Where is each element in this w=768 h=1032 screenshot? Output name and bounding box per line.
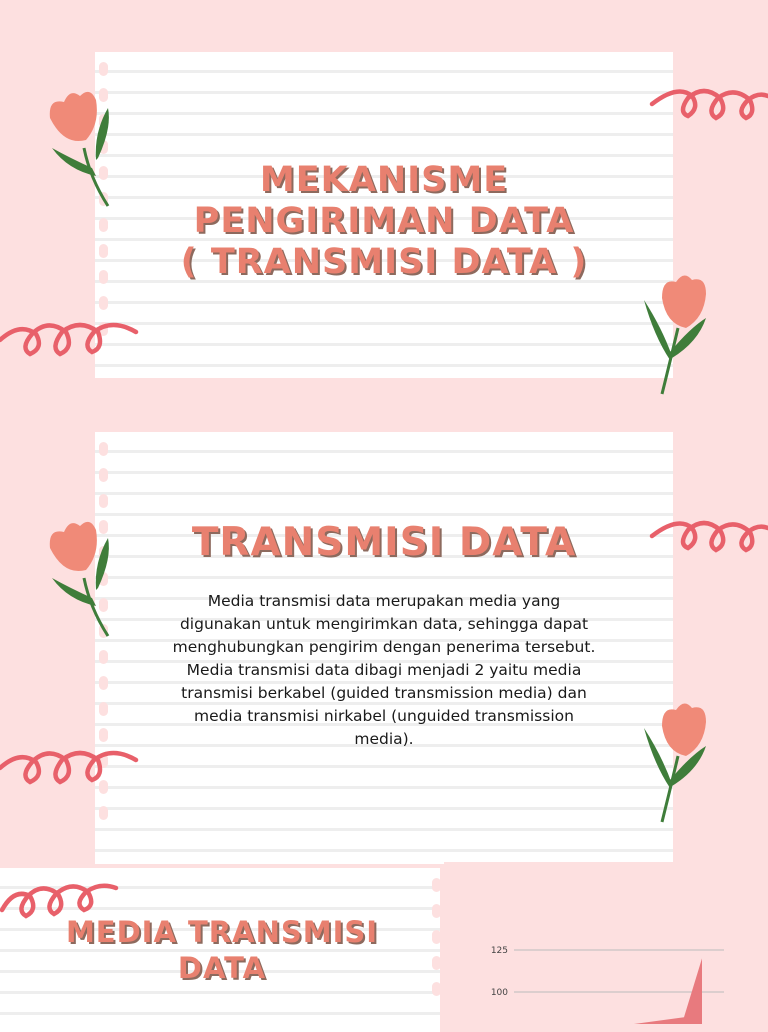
area-chart — [444, 860, 768, 1024]
tulip-icon — [640, 272, 720, 396]
title-line: DATA — [177, 951, 267, 985]
title-line: ( TRANSMISI DATA ) — [180, 242, 588, 282]
slide-3-title — [0, 914, 444, 986]
swirl-icon — [0, 310, 140, 370]
title-line: PENGIRIMAN DATA — [193, 201, 575, 241]
slide-2-title: TRANSMISI DATA — [191, 520, 577, 565]
slide-3 — [0, 860, 768, 1024]
slide-2 — [0, 428, 768, 860]
y-tick-label: 125 — [490, 946, 508, 956]
swirl-icon — [0, 738, 140, 798]
swirl-icon — [648, 82, 768, 138]
tulip-icon — [640, 700, 720, 824]
tulip-icon — [40, 88, 120, 208]
tulip-icon — [40, 518, 120, 638]
slide-1 — [0, 0, 768, 428]
title-line: MEDIA TRANSMISI — [65, 915, 379, 949]
swirl-icon — [648, 514, 768, 570]
slide-2-body: Media transmisi data merupakan media yang digunakan untuk mengirimkan data, sehingga dapat menghubungkan pengirim dengan penerima tersebut. Media transmisi data dibagi menjadi 2 yaitu media transmisi berkabel (guided transmission media) dan media transmisi nirkabel (unguided transmission media). — [172, 592, 596, 748]
title-line: MEKANISME — [259, 160, 509, 200]
y-tick-label: 100 — [490, 988, 508, 998]
area-series — [622, 958, 702, 1024]
